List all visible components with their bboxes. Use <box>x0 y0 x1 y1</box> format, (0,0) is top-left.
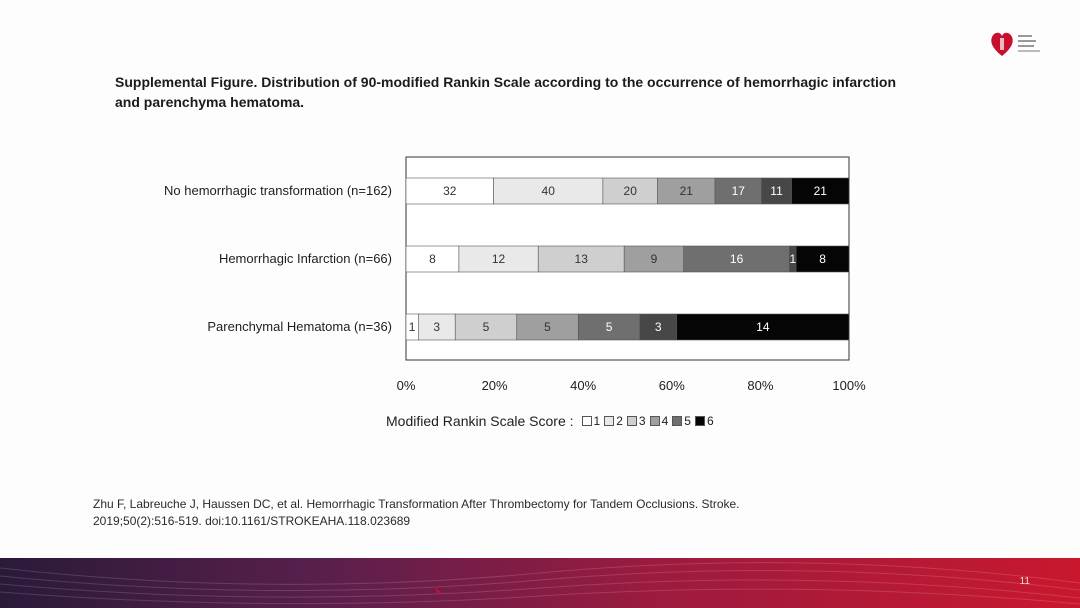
legend-swatch <box>672 416 682 426</box>
data-label: 11 <box>770 184 783 198</box>
legend <box>386 411 714 431</box>
data-label: 17 <box>731 184 745 198</box>
data-label: 9 <box>650 252 658 266</box>
data-label: 5 <box>605 320 613 334</box>
figure-title: Supplemental Figure. Distribution of 90-modified Rankin Scale according to the occurrence of hemorrhagic infarction and parenchyma hematoma. <box>115 74 897 110</box>
pointer-cursor-icon <box>434 587 444 597</box>
data-label: 21 <box>813 184 827 198</box>
legend-label: 1 <box>593 414 601 428</box>
x-tick-label: 60% <box>658 378 685 393</box>
data-label: 13 <box>574 252 588 266</box>
x-tick-label: 20% <box>481 378 508 393</box>
legend-title: Modified Rankin Scale Score : <box>386 413 574 429</box>
legend-label: 3 <box>638 414 646 428</box>
legend-label: 5 <box>684 414 691 428</box>
citation-line-1: Zhu F, Labreuche J, Haussen DC, et al. Hemorrhagic Transformation After Thrombectomy for Tandem Occlusions. Stroke. <box>93 497 740 511</box>
legend-swatch <box>582 416 592 426</box>
category-label: Parenchymal Hematoma (n=36) <box>207 319 392 334</box>
data-label: 40 <box>541 184 555 198</box>
legend-item <box>604 414 623 428</box>
data-label: 8 <box>429 252 436 266</box>
legend-swatch <box>627 416 637 426</box>
data-label: 8 <box>819 252 826 266</box>
data-label: 12 <box>491 252 506 266</box>
x-tick-label: 80% <box>747 378 774 393</box>
category-label: Hemorrhagic Infarction (n=66) <box>218 251 392 266</box>
data-label: 14 <box>756 320 770 334</box>
legend-label: 4 <box>661 414 669 428</box>
data-label: 5 <box>482 320 490 334</box>
data-label: 21 <box>679 184 693 198</box>
x-tick-label: 100% <box>832 378 866 393</box>
data-label: 20 <box>623 184 637 198</box>
data-label: 16 <box>729 252 744 266</box>
data-label: 3 <box>433 320 441 334</box>
legend-swatch <box>650 416 660 426</box>
category-label: No hemorrhagic transformation (n=162) <box>164 183 392 198</box>
data-label: 5 <box>544 320 551 334</box>
data-label: 1 <box>408 320 416 334</box>
data-label: 1 <box>789 252 797 266</box>
x-tick-label: 0% <box>396 378 416 393</box>
legend-label: 2 <box>616 414 623 428</box>
legend-label: 6 <box>706 414 714 428</box>
legend-swatch <box>695 416 705 426</box>
legend-item <box>650 414 669 428</box>
x-tick-label: 40% <box>570 378 597 393</box>
citation-line-2: 2019;50(2):516-519. doi:10.1161/STROKEAHA.118.023689 <box>93 514 411 528</box>
footer-wave-pattern <box>0 558 1080 608</box>
legend-swatch <box>604 416 614 426</box>
legend-item <box>627 414 646 428</box>
legend-item <box>582 414 601 428</box>
legend-item <box>695 414 714 428</box>
legend-item <box>672 414 691 428</box>
footer-band <box>0 558 1080 608</box>
data-label: 3 <box>654 320 662 334</box>
page-number: 11 <box>1019 576 1030 587</box>
data-label: 32 <box>443 184 457 198</box>
citation <box>93 496 933 530</box>
